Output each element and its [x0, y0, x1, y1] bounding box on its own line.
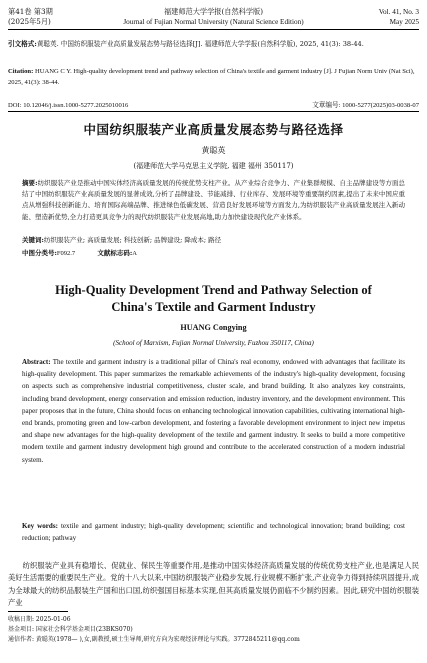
journal-name	[0, 7, 427, 27]
classification-row	[22, 248, 402, 259]
keywords-zh	[22, 235, 405, 245]
publication-date-en: May 2025	[389, 18, 419, 26]
citation-zh	[8, 39, 419, 50]
article-number: 文章编号: 1000-5277(2025)03-0038-07	[312, 102, 419, 109]
abstract-zh-text: 纺织服装产业是推动中国实体经济高质量发展的传统优势支柱产业。从产业综合竞争力、产业集群规模、自主品牌建设等方面总结了中国纺织服装产业高质量发展的显著成效,分析了品牌建设、节能减排、行业库存、发展环境等重要制约因素,提出了未来中国应重点从增强科技创新能力、培育国际高端品牌、推进绿色低碳发展、营造良好发展环境等方面发力,为纺织服装产业高质量发展注入新动能、塑造新优势,全力打造更具竞争力的现代纺织服装产业发展高地,助力加快建设现代化产业体系。	[22, 179, 406, 221]
citation-zh-text: 黄聪英. 中国纺织服装产业高质量发展态势与路径选择[J]. 福建师范大学学报(自然科学版), 2025, 41(3): 38-44.	[36, 40, 364, 48]
clc-label: 中图分类号:	[22, 249, 57, 257]
keywords-zh-text: 纺织服装产业; 高质量发展; 科技创新; 品牌建设; 降成本; 路径	[43, 236, 222, 244]
keywords-en-label: Key words:	[22, 522, 58, 530]
abstract-zh-label: 摘要:	[22, 179, 38, 187]
journal-volume-en	[379, 7, 419, 27]
abstract-en-label: Abstract:	[22, 358, 51, 366]
footnote-received: 收稿日期: 2025-01-06	[8, 616, 71, 623]
doi-row	[8, 101, 419, 110]
keywords-zh-label: 关键词:	[22, 236, 44, 244]
title-en-line2: China's Textile and Garment Industry	[111, 300, 316, 314]
keywords-en-text: textile and garment industry; high-quality development; scientific and technological innovation; brand building; cost reduction; pathway	[22, 522, 406, 543]
clc-value: F092.7	[56, 250, 76, 257]
citation-en-label: Citation:	[8, 68, 34, 75]
doi: DOI: 10.12046/j.issn.1000-5277.2025010016	[8, 102, 129, 109]
doc-code-label: 文献标志码:	[97, 249, 133, 257]
journal-name-zh: 福建师范大学学报(自然科学版)	[163, 7, 264, 16]
abstract-en	[22, 356, 405, 466]
keywords-en	[22, 520, 405, 544]
author-en: HUANG Congying	[180, 323, 247, 332]
abstract-en-text: The textile and garment industry is a traditional pillar of China's real economy, endowed with advantages that facilitate its high-quality development. This paper summarizes the remarkable achievements of the industry's high-quality development, focusing on aspects such as comprehensive industrial competitiveness, cluster scale, and brand building. It also analyzes key constraints, including brand development, energy conservation and emission reduction, industry inventory, and the development environment. This paper proposes that in the future, China should focus on enhancing technological innovation capabilities, cultivating international high-end brands, promoting green and low-carbon development, and fostering a favorable development environment to inject new impetus and shape new advantages for the high-quality development of the textile and garment industry. It seeks to build a more competitive modern textile and garment industry development high ground and contribute to the accelerated construction of a modern industrial system.	[22, 358, 405, 464]
affiliation-zh: (福建师范大学马克思主义学院, 福建 福州 350117)	[133, 162, 294, 170]
doc-code-value: A	[132, 250, 137, 257]
title-en-line1: High-Quality Development Trend and Pathway Selection of	[55, 283, 372, 297]
footnote-rule	[8, 611, 68, 612]
citation-en	[8, 67, 419, 88]
citation-en-text: HUANG C Y. High-quality development trend and pathway selection of China's textile and garment industry [J]. J Fujian Norm Univ (Nat Sci), 2025, 41(3): 38-44.	[8, 68, 415, 86]
footnote-fund: 基金项目: 国家社会科学基金项目(23BKS070)	[8, 626, 133, 633]
volume-issue-zh: 第41卷 第3期	[8, 7, 53, 16]
title-zh: 中国纺织服装产业高质量发展态势与路径选择	[83, 122, 344, 137]
body-paragraph: 纺织服装产业具有稳增长、促就业、保民生等重要作用,是推动中国实体经济高质量发展的传统优势支柱产业,也是满足人民美好生活需要的重要民生产业。党的十八大以来,中国纺织服装产业稳步发展,行业规模不断扩张,产业竞争力得到持续巩固提升,成为全球最大的纺织品服装生产国和出口国,纺织强国目标基本实现,但其高质量发展仍面临不少制约因素。因此,研究中国纺织服装产业	[8, 561, 419, 607]
journal-name-en: Journal of Fujian Normal University (Natural Science Edition)	[123, 18, 304, 26]
abstract-zh	[22, 178, 405, 223]
title-en	[0, 282, 427, 316]
affiliation-en: (School of Marxism, Fujian Normal University, Fuzhou 350117, China)	[113, 339, 314, 347]
publication-date-zh: (2025年5月)	[8, 17, 51, 26]
citation-zh-label: 引文格式:	[8, 40, 37, 48]
citation-rule	[8, 111, 419, 112]
header-rule	[8, 29, 419, 30]
author-zh: 黄聪英	[201, 146, 226, 155]
footnote-author: 通信作者: 黄聪英(1978— ),女,副教授,硕士生导师,研究方向为宏观经济理论与实践。3772845211@qq.com	[8, 636, 300, 643]
volume-issue-en: Vol. 41, No. 3	[378, 8, 419, 16]
